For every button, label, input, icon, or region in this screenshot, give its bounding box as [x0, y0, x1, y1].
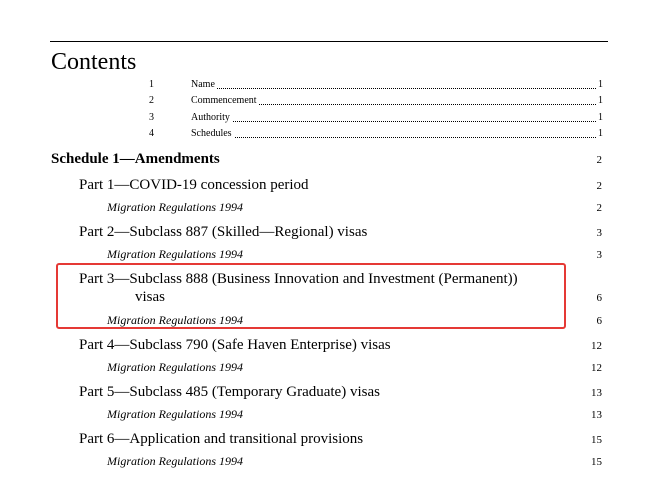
section-number: 3	[149, 112, 154, 123]
top-rule	[50, 41, 608, 42]
part-page: 6	[596, 292, 602, 304]
instrument-title[interactable]: Migration Regulations 1994	[107, 200, 243, 214]
toc-section-row[interactable]	[0, 128, 654, 144]
section-name: Commencement	[191, 95, 257, 106]
section-name: Authority	[191, 112, 230, 123]
section-name: Schedules	[191, 128, 232, 139]
instrument-title[interactable]: Migration Regulations 1994	[107, 247, 243, 261]
instrument-page: 12	[591, 362, 602, 374]
section-name: Name	[191, 79, 215, 90]
instrument-title[interactable]: Migration Regulations 1994	[107, 313, 243, 327]
instrument-title[interactable]: Migration Regulations 1994	[107, 407, 243, 421]
section-page: 1	[598, 112, 603, 123]
section-page: 1	[598, 79, 603, 90]
section-page: 1	[598, 128, 603, 139]
part-title[interactable]: Part 6—Application and transitional provisions	[79, 431, 364, 447]
part-page: 15	[591, 434, 602, 446]
toc-section-row[interactable]	[0, 112, 654, 128]
instrument-title[interactable]: Migration Regulations 1994	[107, 360, 243, 374]
instrument-page: 13	[591, 409, 602, 421]
schedule-title[interactable]: Schedule 1—Amendments	[51, 151, 220, 167]
instrument-page: 3	[596, 249, 602, 261]
schedule-page: 2	[596, 154, 602, 166]
part-title[interactable]: Part 5—Subclass 485 (Temporary Graduate) visas	[79, 384, 380, 400]
dot-leader	[192, 88, 596, 89]
section-number: 2	[149, 95, 154, 106]
part-title[interactable]: Part 2—Subclass 887 (Skilled—Regional) visas	[79, 224, 368, 240]
section-number: 4	[149, 128, 154, 139]
part-page: 12	[591, 340, 602, 352]
part-title[interactable]	[79, 270, 559, 306]
instrument-page: 2	[596, 202, 602, 214]
part-page: 2	[596, 180, 602, 192]
section-page: 1	[598, 95, 603, 106]
contents-heading: Contents	[51, 49, 137, 75]
instrument-page: 6	[596, 315, 602, 327]
part-page: 3	[596, 227, 602, 239]
part-title[interactable]: Part 4—Subclass 790 (Safe Haven Enterprise) visas	[79, 337, 391, 353]
part-page: 13	[591, 387, 602, 399]
dot-leader	[192, 121, 596, 122]
part-title[interactable]: Part 1—COVID-19 concession period	[79, 177, 309, 193]
section-number: 1	[149, 79, 154, 90]
part-title-continuation: visas	[135, 289, 165, 305]
part-title-line: Part 3—Subclass 888 (Business Innovation and Investment (Permanent))	[79, 271, 518, 287]
dot-leader	[192, 137, 596, 138]
instrument-title[interactable]: Migration Regulations 1994	[107, 454, 243, 468]
toc-section-row[interactable]	[0, 79, 654, 95]
instrument-page: 15	[591, 456, 602, 468]
toc-section-row[interactable]	[0, 95, 654, 111]
